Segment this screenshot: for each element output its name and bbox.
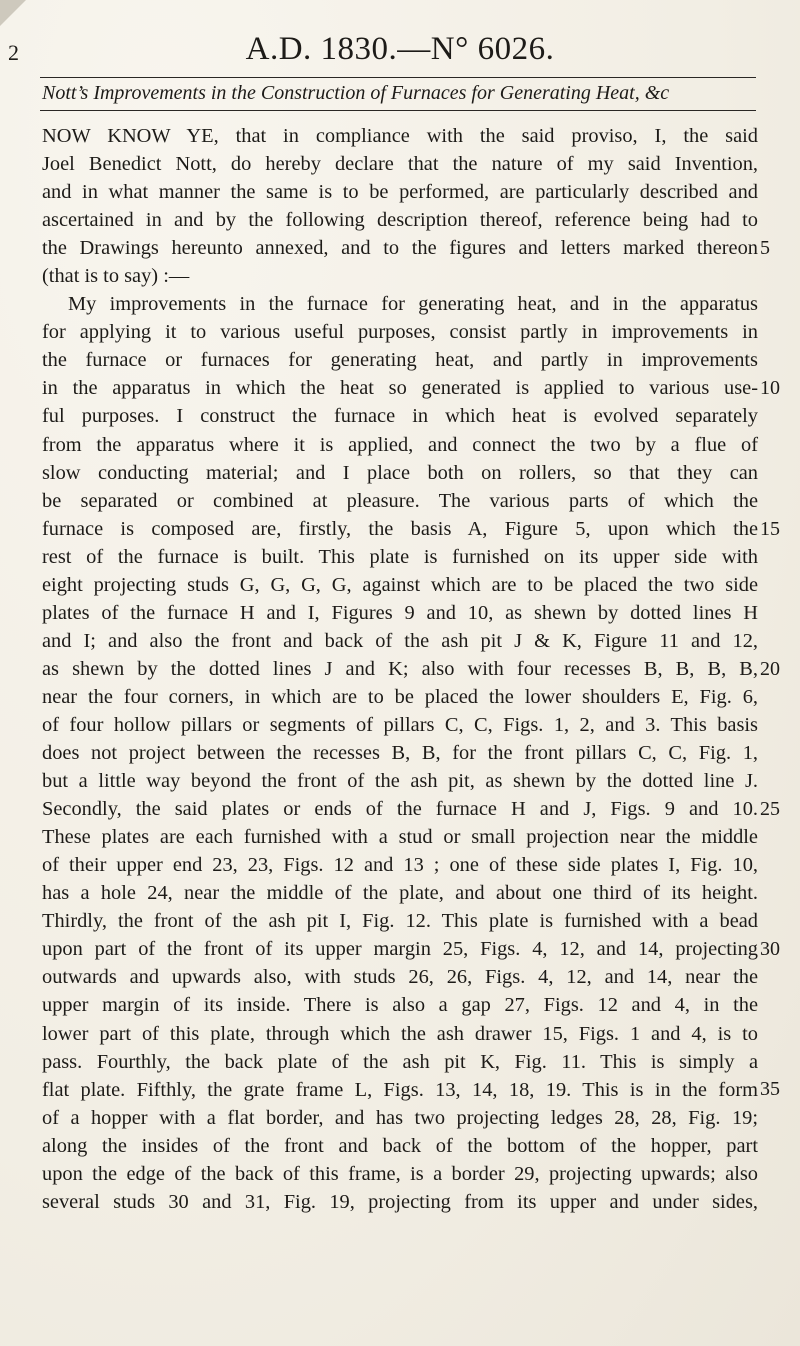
text-line: be separated or combined at pleasure. The various parts of which the: [42, 489, 758, 512]
text-line: has a hole 24, near the middle of the plate, and about one third of its height.: [42, 882, 758, 905]
margin-line-number: 5: [760, 237, 770, 259]
text-line: These plates are each furnished with a stud or small projection near the middle: [42, 826, 758, 849]
text-line: near the four corners, in which are to be placed the lower shoulders E, Fig. 6,: [42, 685, 758, 708]
text-line: does not project between the recesses B, B, for the front pillars C, C, Fig. 1,: [42, 742, 758, 765]
header-rule-bottom: [40, 110, 756, 111]
margin-line-number: 20: [760, 658, 780, 680]
text-line: from the apparatus where it is applied, and connect the two by a flue of: [42, 433, 758, 456]
text-line: slow conducting material; and I place both on rollers, so that they can: [42, 461, 758, 484]
text-line: upon part of the front of its upper margin 25, Figs. 4, 12, and 14, projecting: [42, 938, 758, 961]
margin-line-number: 15: [760, 518, 780, 540]
margin-line-number: 30: [760, 938, 780, 960]
running-title: Nott’s Improvements in the Construction of Furnaces for Generating Heat, &c: [42, 82, 670, 104]
text-line: pass. Fourthly, the back plate of the ash pit K, Fig. 11. This is simply a: [42, 1050, 758, 1073]
text-line: Joel Benedict Nott, do hereby declare that the nature of my said Invention,: [42, 153, 758, 176]
text-line: ascertained in and by the following description thereof, reference being had to: [42, 209, 758, 232]
page-number: 2: [8, 40, 19, 65]
text-line: My improvements in the furnace for generating heat, and in the apparatus: [68, 293, 758, 316]
text-line: ful purposes. I construct the furnace in which heat is evolved separately: [42, 405, 758, 428]
text-line: but a little way beyond the front of the ash pit, as shewn by the dotted line J.: [42, 770, 758, 793]
text-line: and in what manner the same is to be performed, are particularly described and: [42, 181, 758, 204]
text-line: and I; and also the front and back of the ash pit J & K, Figure 11 and 12,: [42, 629, 758, 652]
page-corner-shadow: [0, 0, 26, 26]
text-line: plates of the furnace H and I, Figures 9 and 10, as shewn by dotted lines H: [42, 601, 758, 624]
margin-line-number: 10: [760, 377, 780, 399]
text-line: the Drawings hereunto annexed, and to the figures and letters marked thereon: [42, 237, 758, 260]
body-text: [42, 122, 758, 1216]
text-line: Secondly, the said plates or ends of the furnace H and J, Figs. 9 and 10.: [42, 798, 758, 821]
text-line: several studs 30 and 31, Fig. 19, projecting from its upper and under sides,: [42, 1190, 758, 1213]
text-line: furnace is composed are, firstly, the basis A, Figure 5, upon which the: [42, 517, 758, 540]
text-line: NOW KNOW YE, that in compliance with the said proviso, I, the said: [42, 125, 758, 147]
page-title: A.D. 1830.—N° 6026.: [245, 31, 555, 67]
text-line: along the insides of the front and back of the bottom of the hopper, part: [42, 1134, 758, 1157]
text-line: (that is to say) :—: [42, 265, 190, 288]
margin-line-number: 25: [760, 798, 780, 820]
text-line: upper margin of its inside. There is also a gap 27, Figs. 12 and 4, in the: [42, 994, 758, 1017]
text-line: for applying it to various useful purposes, consist partly in improvements in: [42, 321, 758, 344]
text-line: lower part of this plate, through which the ash drawer 15, Figs. 1 and 4, is to: [42, 1022, 758, 1045]
text-line: as shewn by the dotted lines J and K; also with four recesses B, B, B, B,: [42, 657, 758, 680]
text-line: in the apparatus in which the heat so generated is applied to various use-: [42, 377, 758, 400]
text-line: the furnace or furnaces for generating heat, and partly in improvements: [42, 349, 758, 372]
text-line: rest of the furnace is built. This plate is furnished on its upper side with: [42, 545, 758, 568]
text-line: of a hopper with a flat border, and has two projecting ledges 28, 28, Fig. 19;: [42, 1106, 758, 1129]
header-rule-top: [40, 77, 756, 78]
text-line: outwards and upwards also, with studs 26, 26, Figs. 4, 12, and 14, near the: [42, 966, 758, 989]
margin-line-number: 35: [760, 1078, 780, 1100]
text-line: Thirdly, the front of the ash pit I, Fig. 12. This plate is furnished with a bead: [42, 910, 758, 933]
text-line: eight projecting studs G, G, G, G, against which are to be placed the two side: [42, 573, 758, 596]
text-line: of their upper end 23, 23, Figs. 12 and 13 ; one of these side plates I, Fig. 10,: [42, 854, 758, 877]
text-line: flat plate. Fifthly, the grate frame L, Figs. 13, 14, 18, 19. This is in the form: [42, 1078, 758, 1101]
text-line: of four hollow pillars or segments of pillars C, C, Figs. 1, 2, and 3. This basis: [42, 713, 758, 736]
text-line: upon the edge of the back of this frame, is a border 29, projecting upwards; also: [42, 1162, 758, 1185]
